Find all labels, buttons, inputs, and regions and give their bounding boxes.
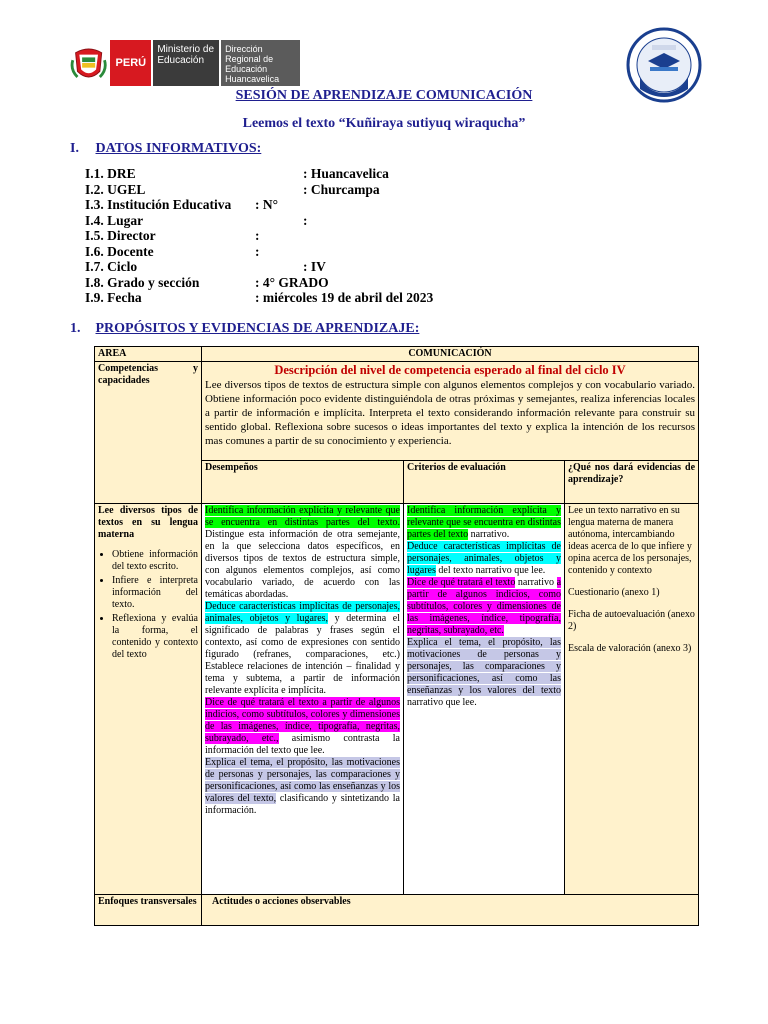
criterio-text: del texto narrativo que lee.	[435, 565, 546, 576]
desempenos-header: Desempeños	[202, 461, 404, 504]
coat-of-arms-icon	[70, 40, 107, 86]
info-value: : IV	[303, 259, 326, 274]
info-label: I.6. Docente	[85, 243, 154, 259]
propositos-table	[94, 346, 699, 926]
desempenos-cell	[202, 504, 404, 895]
competencias-label-cell	[95, 362, 202, 504]
info-label: I.5. Director	[85, 228, 156, 243]
info-value: : Churcampa	[303, 181, 380, 197]
table-row	[95, 504, 699, 895]
section-propositos	[70, 321, 419, 337]
ministerio-label: Ministerio de Educación	[153, 40, 219, 86]
info-value: :	[255, 228, 260, 243]
list-item: • Infiere e interpreta información del texto.	[112, 575, 198, 611]
competencias-label: Competencias y capacidades	[98, 363, 198, 386]
desempeno-text: Distingue esta información de otra semejante, en la que selecciona datos específicos, en diversos tipos de textos de estructura simple, con algunos elementos complejos, así como vocabulario variado, de acuerdo con las temáticas abordadas.	[205, 529, 400, 600]
evidencia-text: Escala de valoración (anexo 3)	[568, 643, 692, 654]
dre-label: Dirección Regional de Educación Huancavelica	[221, 40, 300, 86]
section-number: I.	[70, 141, 79, 156]
criterios-cell	[404, 504, 565, 895]
evidencias-cell	[565, 504, 699, 895]
evidencia-text: Lee un texto narrativo en su lengua materna de manera autónoma, intercambiando ideas acerca de lo que infiere y opina acerca de los personajes, contenido y contexto	[568, 505, 692, 576]
descripcion-title: Descripción del nivel de competencia esperado al final del ciclo IV	[274, 363, 626, 377]
highlight-text: Dice de qué tratará el texto	[407, 577, 516, 588]
info-value: : Huancavelica	[303, 166, 389, 181]
info-label: I.8. Grado y sección	[85, 274, 200, 290]
highlight-text: a partir de algunos indicios, como subtítulos, colores y dimensiones de las imágenes, índice, tipografía, negritas, subrayado, etc.	[407, 577, 562, 636]
info-label: I.9. Fecha	[85, 290, 142, 305]
descripcion-cell	[202, 362, 699, 461]
desempeno-text: clasificando y sintetizando la información.	[205, 793, 400, 816]
capacidades-list	[98, 549, 198, 661]
section-title: DATOS INFORMATIVOS:	[95, 141, 262, 156]
info-value: :	[255, 243, 260, 259]
desempeno-text: asimismo contrasta la información del texto que lee.	[205, 733, 400, 756]
competencia-cell	[95, 504, 202, 895]
area-label-cell: AREA	[95, 347, 202, 362]
evidencias-header: ¿Qué nos dará evidencias de aprendizaje?	[565, 461, 699, 504]
info-value: : N°	[255, 197, 279, 212]
info-value: : 4° GRADO	[255, 274, 329, 290]
criterio-text: narrativo	[515, 577, 557, 588]
descripcion-text: Lee diversos tipos de textos de estructura simple con algunos elementos complejos y con vocabulario variado. Obtiene información poco evidente distinguiéndola de otras próximas y semejantes, realiza inferencias locales a partir de información e implícita. Interpreta el texto considerando información relevante para construir su sentido global. Reflexiona sobre sucesos o ideas importantes del texto y explica la intención de los recursos mas comunes a partir de su conocimiento y experiencia.	[205, 379, 696, 447]
competencia-name: Lee diversos tipos de textos en su lengua materna	[98, 505, 198, 540]
highlight-text: Identifica información explícita y relevante que se encuentra en distintas partes del texto.	[205, 505, 400, 528]
criterios-header: Criterios de evaluación	[404, 461, 565, 504]
info-label: I.1. DRE	[85, 166, 136, 181]
evidencia-text: Ficha de autoevaluación (anexo 2)	[568, 609, 695, 632]
highlight-text: Explica el tema, el propósito, las motivaciones de personas y personajes, las comparaciones y personificaciones, así como las enseñanzas y los valores del texto,	[205, 757, 400, 804]
info-label: I.7. Ciclo	[85, 259, 138, 274]
highlight-text: Deduce características implícitas de personajes, animales, objetos y lugares	[407, 541, 561, 576]
highlight-text: Identifica información explícita y relevante que se encuentra en distintas partes del texto	[407, 505, 561, 540]
highlight-text: Dice de qué tratará el texto a partir de algunos indicios, como subtítulos, colores y dimensiones de las imágenes, índice, tipografía, negritas, subrayado, etc.,	[205, 697, 400, 744]
info-value: :	[303, 212, 308, 228]
info-label: I.2. UGEL	[85, 181, 146, 197]
minedu-logo	[70, 40, 300, 86]
table-row	[95, 362, 699, 461]
list-item: • Reflexiona y evalúa la forma, el contenido y contexto del texto	[112, 613, 198, 661]
page-title: SESIÓN DE APRENDIZAJE COMUNICACIÓN	[235, 88, 533, 103]
table-row	[95, 347, 699, 362]
highlight-text: Deduce características implícitas de personajes, animales, objetos y lugares,	[205, 601, 400, 624]
actitudes-label-cell: Actitudes o acciones observables	[202, 895, 699, 926]
info-label: I.3. Institución Educativa	[85, 197, 232, 212]
peru-label: PERÚ	[110, 40, 151, 86]
highlight-text: Explica el tema, el propósito, las motivaciones de personas y personajes, las comparaciones y personificaciones, así como las enseñanzas y los valores del texto	[407, 637, 561, 696]
section-title: PROPÓSITOS Y EVIDENCIAS DE APRENDIZAJE:	[95, 321, 420, 336]
info-label: I.4. Lugar	[85, 212, 144, 228]
page-subtitle: Leemos el texto “Kuñiraya sutiyuq wiraqucha”	[242, 116, 526, 131]
evidencia-text: Cuestionario (anexo 1)	[568, 587, 660, 598]
desempeno-text: y determina el significado de palabras y frases según el contexto, así como de expresiones con sentido figurado (refranes, comparaciones, etc.) Establece relaciones de intención – finalidad y tema y subtema, a partir de información relevante explícita e implícita.	[205, 613, 401, 696]
info-value: : miércoles 19 de abril del 2023	[255, 290, 434, 305]
section-number: 1.	[70, 321, 81, 336]
section-datos-informativos	[70, 141, 261, 157]
list-item: • Obtiene información del texto escrito.	[112, 549, 198, 573]
area-value-cell: COMUNICACIÓN	[202, 347, 699, 362]
criterio-text: narrativo que lee.	[407, 697, 477, 708]
table-row	[95, 895, 699, 926]
enfoques-label-cell: Enfoques transversales	[95, 895, 202, 926]
criterio-text: narrativo.	[468, 529, 510, 540]
